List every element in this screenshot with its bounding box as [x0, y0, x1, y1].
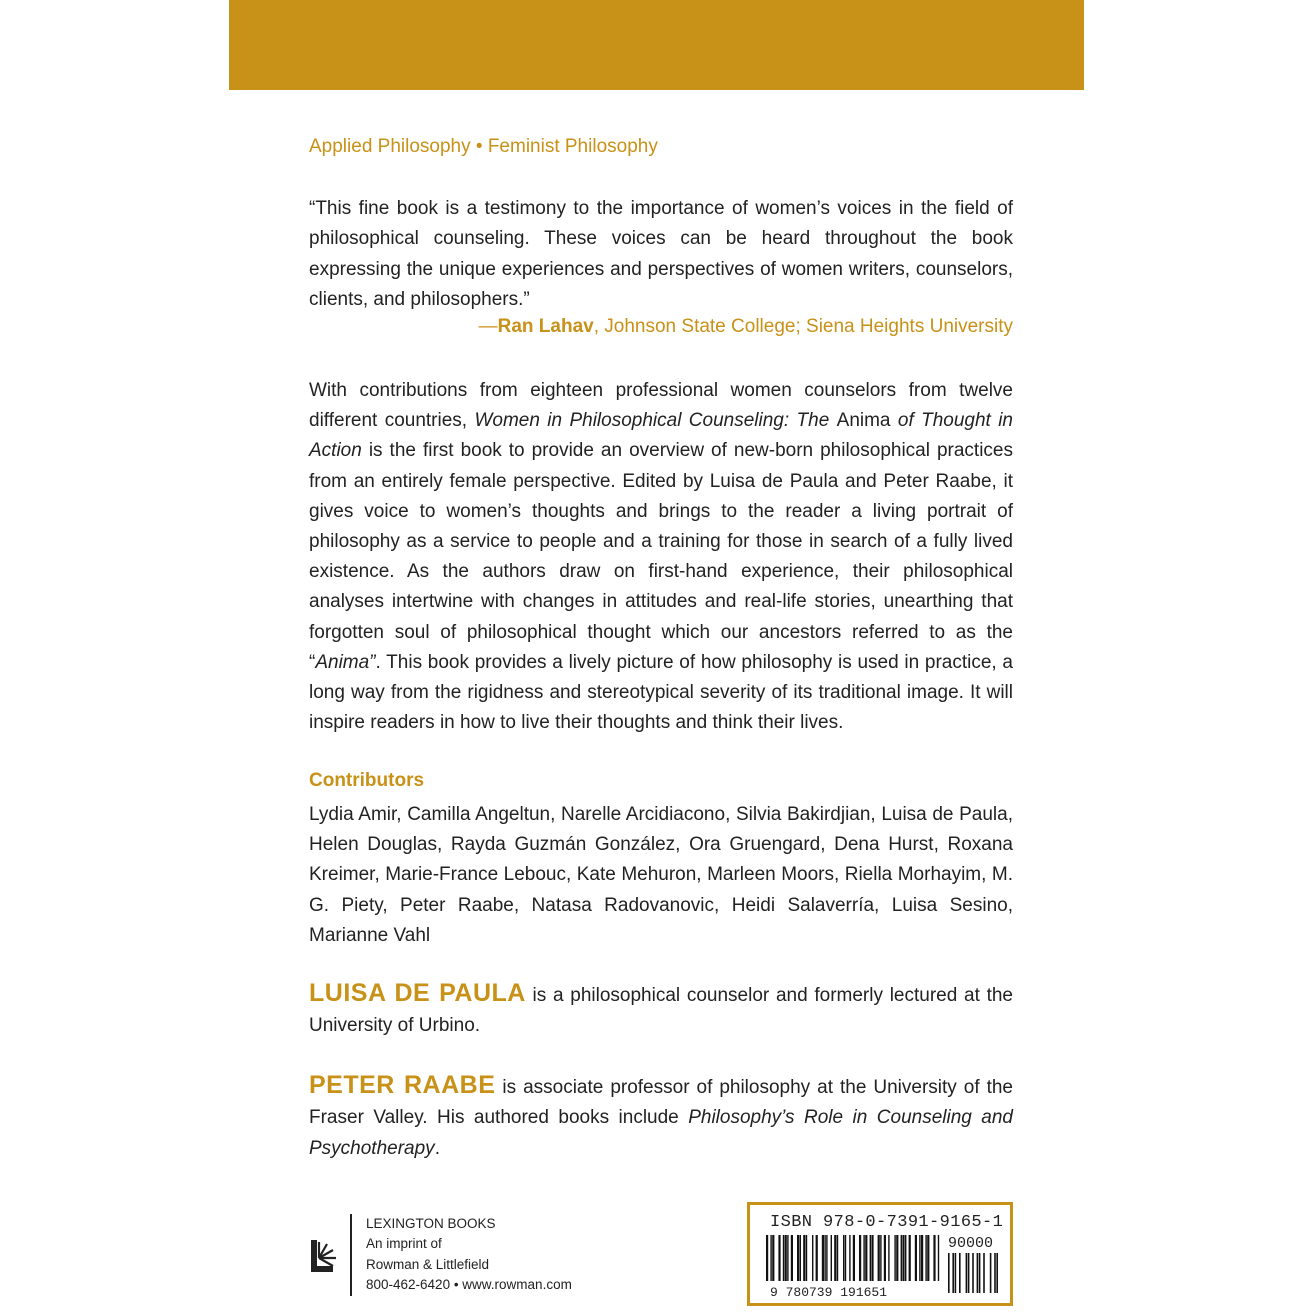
attribution-name: Ran Lahav [497, 316, 594, 337]
publisher-contact: 800-462-6420 • www.rowman.com [366, 1276, 572, 1292]
editor-bio-de-paula [309, 978, 1013, 1042]
editor-bio-text: is a philosophical counselor and formerly lectured at the University of Urbino. [309, 985, 1013, 1037]
attribution-affiliation: , Johnson State College; Siena Heights University [593, 316, 1013, 337]
description-text: . This book provides a lively picture of how philosophy is used in practice, a long way from the rigidness and stereotypical severity of its traditional image. It will inspire readers in how to live their thoughts and think their lives. [309, 651, 1013, 734]
publisher-info [366, 1214, 572, 1295]
isbn-number: ISBN 978-0-7391-9165-1 [770, 1213, 1004, 1232]
publisher-divider [350, 1214, 352, 1296]
isbn-barcode [747, 1202, 1013, 1306]
editor-book-title: Philosophy’s Role in Counseling and Psychotherapy [309, 1107, 1014, 1159]
description-text: With contributions from eighteen professional women counselors from twelve different countries, [309, 380, 1013, 432]
publisher-parent: Rowman & Littlefield [366, 1256, 490, 1272]
price-addon: 90000 [948, 1235, 994, 1252]
editor-name: PETER RAABE [309, 1071, 496, 1099]
back-cover [229, 0, 1084, 1313]
publisher-name: LEXINGTON BOOKS [366, 1216, 496, 1231]
book-title-part: of Thought in Action [309, 410, 1013, 462]
endorsement-quote: “This fine book is a testimony to the importance of women’s voices in the field of philosophical counseling. These voices can be heard throughout the book expressing the unique experiences and perspectives of women writers, counselors, clients, and philosophers.” [309, 198, 1013, 310]
publisher-block [307, 1214, 607, 1296]
book-title-anima: Anima [836, 410, 891, 432]
editor-name: LUISA DE PAULA [309, 979, 526, 1007]
book-description [309, 376, 1013, 738]
editor-bio-raabe [309, 1070, 1013, 1164]
contributors-list: Lydia Amir, Camilla Angeltun, Narelle Arcidiacono, Silvia Bakirdjian, Luisa de Paula, Helen Douglas, Rayda Guzmán González, Ora Gruengard, Dena Hurst, Roxana Kreimer, Marie-France Lebouc, Kate Mehuron, Marleen Moors, Riella Morhayim, M. G. Piety, Peter Raabe, Natasa Radovanovic, Heidi Salaverría, Luisa Sesino, Marianne Vahl [309, 804, 1013, 946]
editor-bio-end: . [434, 1137, 440, 1159]
attribution-dash: — [478, 316, 498, 337]
ean-digits: 9 780739 191651 [770, 1285, 888, 1300]
description-text: is the first book to provide an overview of new-born philosophical practices from an entirely female perspective. Edited by Luisa de Paula and Peter Raabe, it gives voice to women’s thoughts and brings to the reader a living portrait of philosophy as a service to people and a training for those in search of a fully lived existence. As the authors draw on first-hand experience, their philosophical analyses intertwine with changes in attitudes and real-life stories, unearthing that forgotten soul of philosophical thought which our ancestors referred to as the “ [309, 440, 1013, 673]
lexington-sunburst-icon [307, 1234, 347, 1278]
book-title-part: Women in Philosophical Counseling: The [474, 410, 837, 432]
anima-term: Anima” [315, 651, 376, 673]
endorsement-attribution [309, 316, 1013, 338]
subject-categories: Applied Philosophy • Feminist Philosophy [309, 136, 658, 157]
top-color-band [229, 0, 1084, 90]
publisher-imprint-line: An imprint of [366, 1236, 442, 1252]
editor-bio-text: is associate professor of philosophy at the University of the Fraser Valley. His authored books include [309, 1077, 1013, 1129]
contributors-heading: Contributors [309, 770, 425, 791]
